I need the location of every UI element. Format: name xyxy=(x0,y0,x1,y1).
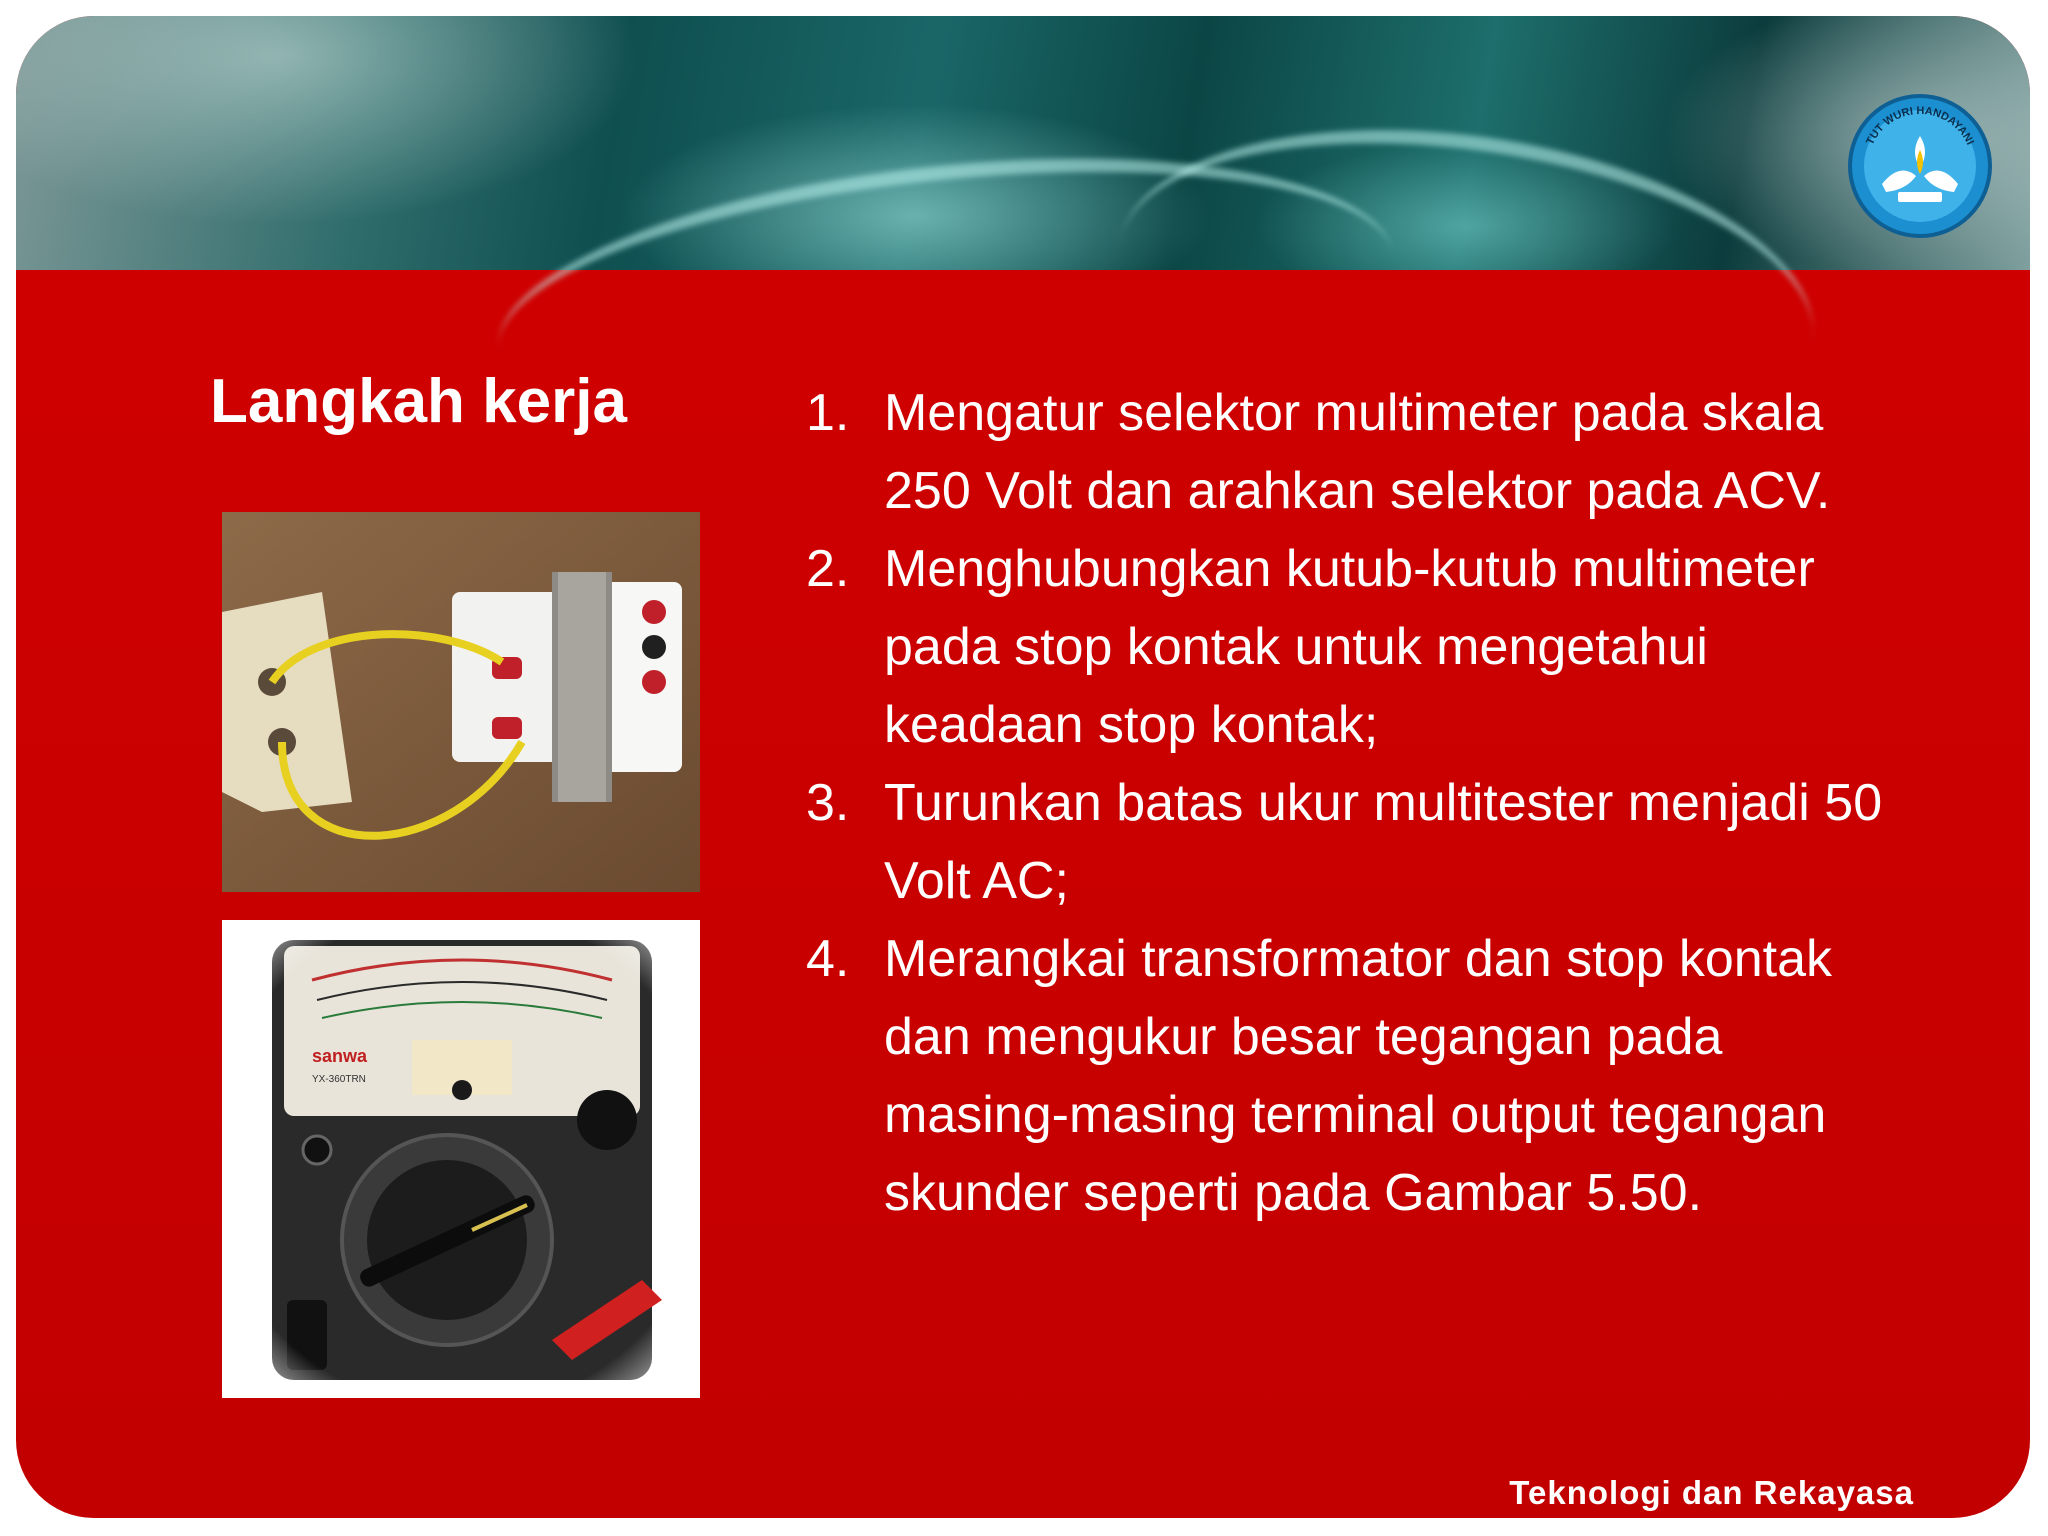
step-number: 3. xyxy=(806,774,850,832)
list-item xyxy=(806,530,1886,764)
logo-text: TUT WURI HANDAYANI xyxy=(1864,104,1976,147)
footer-text: Teknologi dan Rekayasa xyxy=(1509,1474,1914,1511)
header-banner xyxy=(16,16,2030,270)
slide-title: Langkah kerja xyxy=(210,367,627,436)
slide xyxy=(16,16,2030,1518)
tut-wuri-handayani-logo-icon xyxy=(1846,92,1994,240)
step-number: 4. xyxy=(806,930,850,988)
step-text: Menghubungkan kutub-kutub multimeter pada stop kontak untuk mengetahui keadaan stop kontak; xyxy=(884,540,1815,754)
step-number: 1. xyxy=(806,384,850,442)
multimeter-photo-icon xyxy=(222,920,700,1398)
transformer-photo-icon xyxy=(222,512,700,892)
list-item xyxy=(806,920,1886,1232)
step-number: 2. xyxy=(806,540,850,598)
step-text: Merangkai transformator dan stop kontak dan mengukur besar tegangan pada masing-masing terminal output tegangan skunder seperti pada Gambar 5.50. xyxy=(884,930,1833,1222)
step-text: Mengatur selektor multimeter pada skala 250 Volt dan arahkan selektor pada ACV. xyxy=(884,384,1831,520)
steps-list xyxy=(806,374,1886,1232)
step-text: Turunkan batas ukur multitester menjadi 50 Volt AC; xyxy=(884,774,1883,910)
list-item xyxy=(806,764,1886,920)
list-item xyxy=(806,374,1886,530)
transformer-photo xyxy=(222,512,700,892)
multimeter-photo xyxy=(222,920,700,1398)
